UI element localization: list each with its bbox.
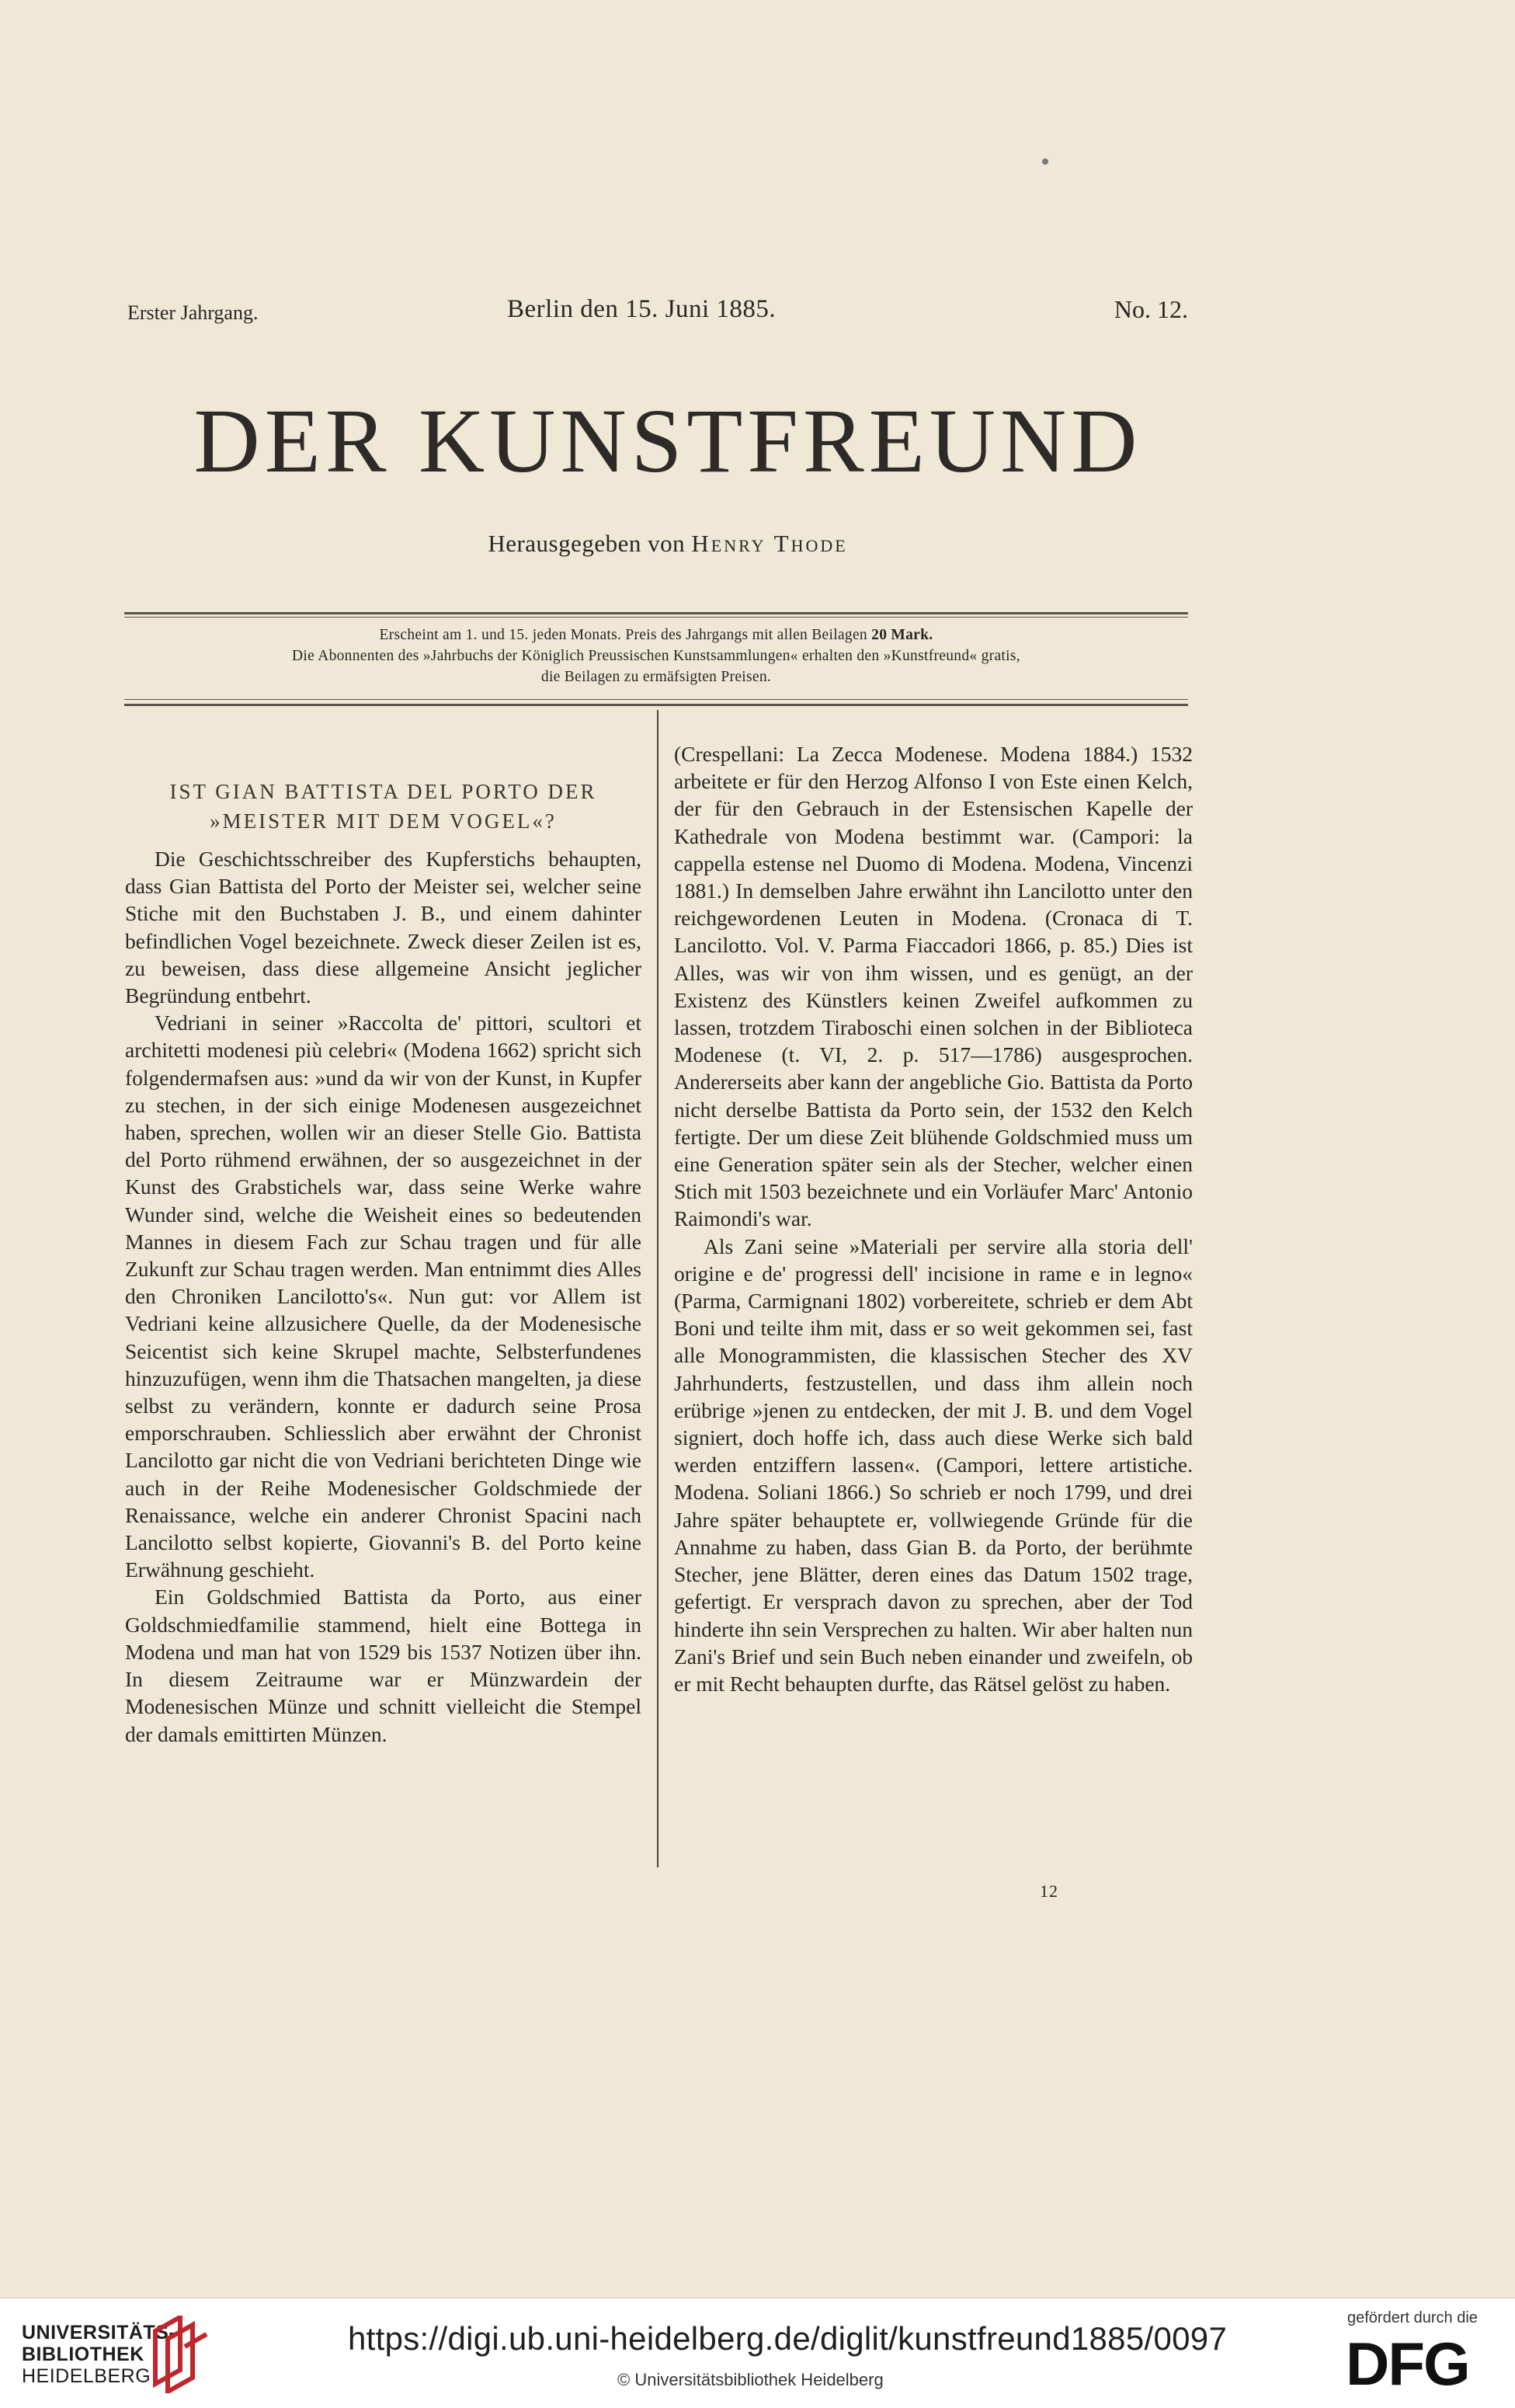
editor-line: [0, 530, 1336, 558]
copyright-notice: © Universitätsbibliothek Heidelberg: [617, 2370, 884, 2389]
paper-speck: [1042, 158, 1048, 165]
library-footer: [0, 2298, 1515, 2408]
article-title: [125, 777, 641, 836]
notice-price: 20 Mark.: [871, 627, 933, 643]
paragraph: Die Geschichtsschreiber des Kupferstichs behaupten, dass Gian Battista del Porto der Meister sei, welcher seine Stiche mit den Buchstaben J. B., und einem dahinter befindlichen Vogel bezeichnete. Zweck dieser Zeilen ist es, zu beweisen, dass diese allgemeine Ansicht jeglicher Begründung entbehrt.: [125, 847, 641, 1008]
library-name-line-1: UNIVERSITÄTS-: [22, 2322, 176, 2344]
library-logo-icon: [148, 2316, 213, 2393]
notice-line-3: die Beilagen zu ermäfsigten Preisen.: [540, 669, 772, 685]
dfg-logo-text: DFG: [1346, 2330, 1469, 2398]
top-rule-thin: [124, 617, 1188, 618]
dfg-logo: [1346, 2330, 1469, 2398]
article-title-line-2: »MEISTER MIT DEM VOGEL«?: [210, 809, 557, 833]
paragraph: Ein Goldschmied Battista da Porto, aus einer Goldschmiedfamilie stammend, hielt eine Bottega in Modena und man hat von 1529 bis 1537 Notizen über ihn. In diesem Zeitraume war er Münzwardein der Modenesischen Münze und schnitt vielleicht die Stempel der damals emittirten Münzen.: [125, 1585, 641, 1746]
library-name-line-2: BIBLIOTHEK: [22, 2344, 144, 2365]
notice-line-1: [124, 625, 1188, 645]
issue-date: Berlin den 15. Juni 1885.: [507, 295, 777, 323]
issue-header: [124, 295, 1188, 334]
subscription-notice: [124, 625, 1188, 687]
paragraph: (Crespellani: La Zecca Modenese. Modena 1884.) 1532 arbeitete er für den Herzog Alfonso I von Este einen Kelch, der für den Gebrauch in der Estensischen Kapelle der Kathedrale von Modena bestimmt war. (Campori: la cappella estense nel Duomo di Modena. Modena, Vincenzi 1881.) In demselben Jahre erwähnt ihn Lancilotto unter den reichgewordenen Leuten in Modena. (Cronaca di T. Lancilotto. Vol. V. Parma Fiaccadori 1866, p. 85.) Dies ist Alles, was wir von ihm wissen, und es genügt, an der Existenz des Künstlers keinen Zweifel aufkommen zu lassen, trotzdem Tiraboschi einen solchen in der Biblioteca Modenese (t. VI, 2. p. 517—1786) ausgesprochen. Andererseits aber kann der angebliche Gio. Battista da Porto nicht derselbe Battista da Porto sein, der 1532 den Kelch fertigte. Der um diese Zeit blühende Goldschmied muss um eine Generation später sein als der Stecher, welcher einen Stich mit 1503 bezeichnete und ein Vorläufer Marc' Antonio Raimondi's war.: [674, 742, 1193, 1231]
dfg-caption: gefördert durch die: [1347, 2309, 1478, 2326]
paragraph: Als Zani seine »Materiali per servire alla storia dell' origine e de' progressi dell' incisione in rame e in legno« (Parma, Carmignani 1802) vorbereitete, schrieb er dem Abt Boni und teilte ihm mit, dass er so weit gekommen sei, fast alle Monogrammisten, die klassischen Stecher des XV Jahrhunderts, festzustellen, und dass ihm allein noch erübrige »jenen zu entdecken, der mit J. B. und dem Vogel signiert, doch hoffe ich, dass auch diese Werke sich bald werden entziffern lassen«. (Campori, lettere artistiche. Modena. Soliani 1866.) So schrieb er noch 1799, und drei Jahre später behauptete er, vollwiegende Gründe für die Annahme zu haben, dass Gian B. da Porto, der berühmte Stecher, jene Blätter, deren eines das Datum 1502 trage, gefertigt. Er versprach davon zu sprechen, aber der Tod hinderte ihn sein Versprechen zu halten. Wir aber halten nun Zani's Brief und sein Buch neben einander und zweifeln, ob er mit Recht behaupten durfte, das Rätsel gelöst zu haben.: [674, 1234, 1193, 1696]
notice-line-2: Die Abonnenten des »Jahrbuchs der Königlich Preussischen Kunstsammlungen« erhalten den »Kunstfreund« gratis,: [292, 648, 1020, 664]
editor-name: Henry Thode: [691, 530, 848, 557]
paragraph: Vedriani in seiner »Raccolta de' pittori, scultori et architetti modenesi più celebri« (Modena 1662) spricht sich folgendermafsen aus: »und da wir von der Kunst, in Kupfer zu stechen, in der sich einige Modenesen ausgezeichnet haben, sprechen, wollen wir an dieser Stelle Gio. Battista del Porto rühmend erwähnen, der so ausgezeichnet in der Kunst des Grabstichels war, dass seine Werke wahre Wunder sind, welche die Weisheit eines so bedeutenden Mannes in diesem Fach zur Schau tragen und für alle Zukunft zur Schau tragen werden. Man entnimmt dies Alles den Chroniken Lancilotto's«. Nun gut: vor Allem ist Vedriani keine allzusichere Quelle, da der Modenesische Seicentist sich keine Skrupel machte, Selbsterfundenes hinzuzufügen, wenn ihm die Thatsachen mangelten, ja diese selbst zu verändern, konnte er dadurch seine Prosa emporschrauben. Schliesslich aber erwähnt der Chronist Lancilotto gar nicht die von Vedriani berichteten Dinge wie auch in der Reihe Modenesischer Goldschmiede der Renaissance, welche ein anderer Chronist Spacini nach Lancilotto selbst kopierte, Giovanni's B. del Porto keine Erwähnung geschieht.: [125, 1011, 641, 1582]
article-title-line-1: IST GIAN BATTISTA DEL PORTO DER: [169, 780, 597, 803]
top-rule-thick: [124, 612, 1188, 614]
library-name-line-3: HEIDELBERG: [22, 2365, 151, 2387]
bottom-rule-thick: [124, 704, 1188, 706]
notice-line-1-text: Erscheint am 1. und 15. jeden Monats. Preis des Jahrgangs mit allen Beilagen: [379, 627, 867, 643]
masthead-title: DER KUNSTFREUND: [193, 390, 1142, 492]
bottom-rule-thin: [124, 699, 1188, 700]
volume-label: Erster Jahrgang.: [127, 301, 259, 324]
right-column: [674, 740, 1193, 1697]
page-number: 12: [1040, 1881, 1058, 1901]
issue-number: No. 12.: [1114, 295, 1188, 323]
editor-prefix: Herausgegeben von: [488, 530, 686, 557]
column-divider: [657, 710, 658, 1867]
left-column: [125, 845, 641, 1748]
document-url-link[interactable]: https://digi.ub.uni-heidelberg.de/diglit/kunstfreund1885/0097: [348, 2320, 1228, 2357]
